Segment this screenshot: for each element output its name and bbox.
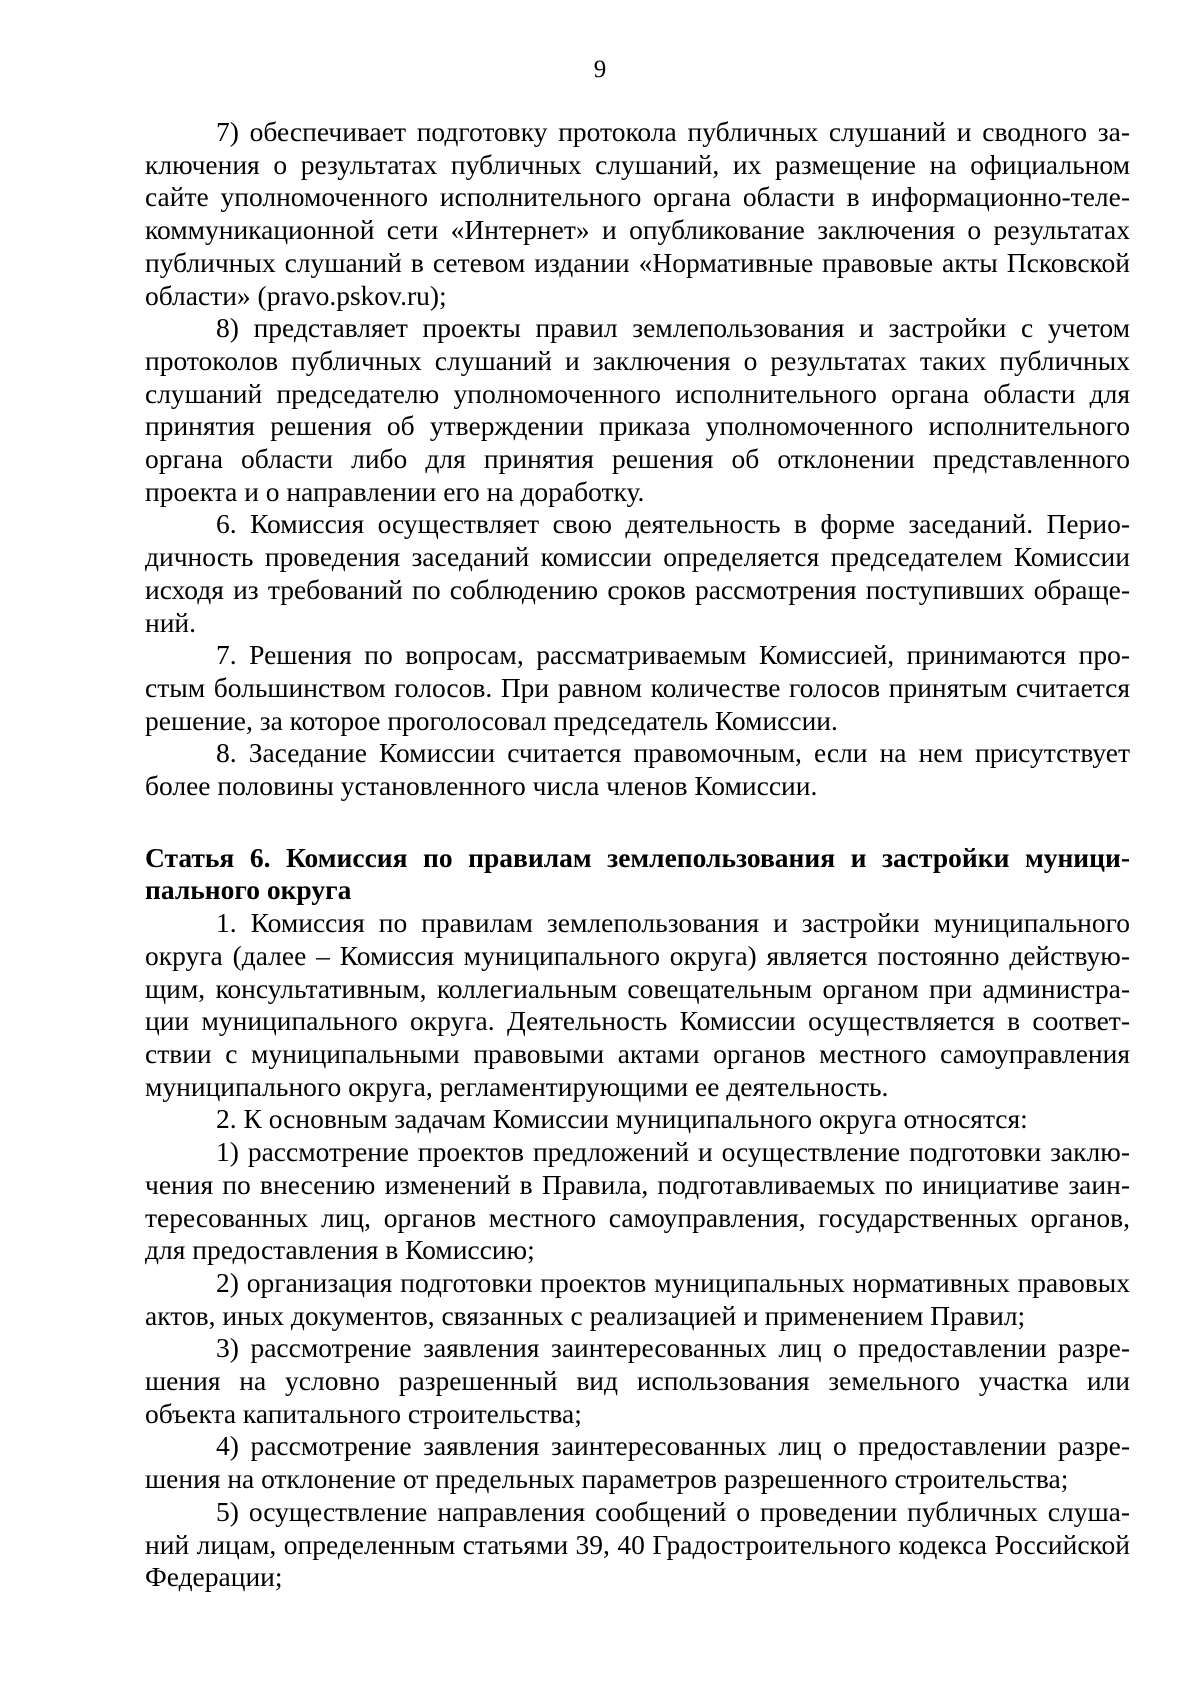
paragraph-6-meetings: 6. Комиссия осуществляет свою деятельность в форме заседаний. Периодичность проведения заседаний комиссии определяется председателем Комиссии исходя из требований по соблюдению сроков рассмотрения поступивших обращений. bbox=[145, 508, 1130, 638]
paragraph-2-tasks: 2. К основным задачам Комиссии муниципального округа относятся: bbox=[216, 1103, 1028, 1135]
paragraph-7-decisions: 7. Решения по вопросам, рассматриваемым Комиссией, принимаются простым большинством голосов. При равном количестве голосов принятым считается решение, за которое проголосовал председатель Комиссии. bbox=[145, 639, 1130, 736]
task-item-1: 1) рассмотрение проектов предложений и осуществление подготовки заключения по внесению изменений в Правила, подготавливаемых по инициативе заинтересованных лиц, органов местного самоуправления, государственных органов, для предоставления в Комиссию; bbox=[145, 1136, 1130, 1266]
task-item-2: 2) организация подготовки проектов муниципальных нормативных правовых актов, иных документов, связанных с реализацией и применением Правил; bbox=[145, 1266, 1130, 1331]
page-number: 9 bbox=[593, 56, 607, 83]
task-item-4: 4) рассмотрение заявления заинтересованных лиц о предоставлении разрешения на отклонение от предельных параметров разрешенного строительства; bbox=[145, 1430, 1130, 1495]
paragraph-8-quorum: 8. Заседание Комиссии считается правомочным, если на нем присутствует более половины установленного числа членов Комиссии. bbox=[145, 737, 1130, 802]
paragraph-item-8-projects: 8) представляет проекты правил землепользования и застройки с учетом протоколов публичных слушаний и заключения о результатах таких публичных слушаний председателю уполномоченного исполнительного органа области для принятия решения об утверждении приказа уполномоченного исполнительного органа области либо для принятия решения об отклонении представленного проекта и о направлении его на доработку. bbox=[145, 312, 1130, 507]
article-6-heading: Статья 6. Комиссия по правилам землепользования и застройки муниципального округа bbox=[145, 841, 1130, 906]
document-body bbox=[145, 116, 1130, 1594]
task-item-5: 5) осуществление направления сообщений о проведении публичных слушаний лицам, определенным статьями 39, 40 Градостроительного кодекса Российской Федерации; bbox=[145, 1495, 1130, 1593]
paragraph-1-commission: 1. Комиссия по правилам землепользования и застройки муниципального округа (далее – Комиссия муниципального округа) является постоянно действующим, консультативным, коллегиальным совещательным органом при администрации муниципального округа. Деятельность Комиссии осуществляется в соответствии с муниципальными правовыми актами органов местного самоуправления муниципального округа, регламентирующими ее деятельность. bbox=[145, 907, 1130, 1102]
paragraph-item-7-protocol: 7) обеспечивает подготовку протокола публичных слушаний и сводного заключения о результатах публичных слушаний, их размещение на официальном сайте уполномоченного исполнительного органа области в информационно-телекоммуникационной сети «Интернет» и опубликование заключения о результатах публичных слушаний в сетевом издании «Нормативные правовые акты Псковской области» (pravo.pskov.ru); bbox=[145, 116, 1130, 311]
task-item-3: 3) рассмотрение заявления заинтересованных лиц о предоставлении разрешения на условно разрешенный вид использования земельного участка или объекта капитального строительства; bbox=[145, 1332, 1130, 1429]
